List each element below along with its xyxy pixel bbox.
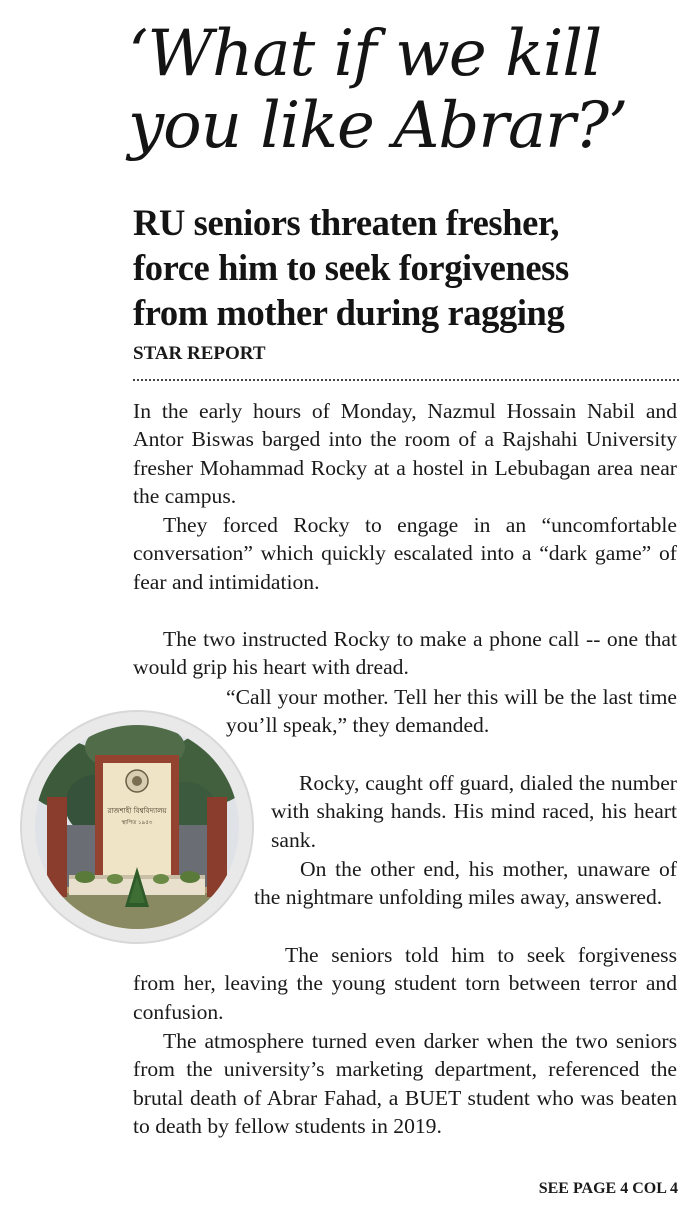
paragraph-3: The two instructed Rocky to make a phone call -- one that would grip his heart with dread. bbox=[133, 627, 677, 680]
byline: STAR REPORT bbox=[133, 343, 266, 364]
gate-sign-text-1: রাজশাহী বিশ্ববিদ্যালয় bbox=[107, 807, 167, 815]
gate-sign-text-2: স্থাপিত ১৯৫৩ bbox=[121, 820, 153, 826]
headline bbox=[128, 18, 688, 162]
dotted-divider bbox=[133, 379, 679, 381]
headline-line-2: you like Abrar?’ bbox=[128, 89, 628, 163]
paragraph-8: The atmosphere turned even darker when the two seniors from the university’s marketing department, referenced the brutal death of Abrar Fahad, a BUET student who was beaten to death by fellow students in 2019. bbox=[133, 1029, 677, 1138]
subheadline-line-3: from mother during ragging bbox=[133, 292, 565, 333]
paragraph-6: On the other end, his mother, unaware of the nightmare unfolding miles away, answered. bbox=[254, 857, 677, 910]
campus-gate-photo bbox=[22, 712, 252, 942]
paragraph-7: The seniors told him to seek forgiveness from her, leaving the young student torn between terror and confusion. bbox=[133, 943, 677, 1024]
paragraph-1: In the early hours of Monday, Nazmul Hossain Nabil and Antor Biswas barged into the room of a Rajshahi University fresher Mohammad Rocky at a hostel in Lebubagan area near the campus. bbox=[133, 399, 677, 508]
subheadline-line-1: RU seniors threaten fresher, bbox=[133, 202, 560, 243]
subheadline bbox=[133, 200, 681, 335]
paragraph-5: Rocky, caught off guard, dialed the number with shaking hands. His mind raced, his heart sank. bbox=[271, 771, 677, 852]
headline-line-1: ‘What if we kill bbox=[128, 17, 602, 91]
continuation-note: SEE PAGE 4 COL 4 bbox=[538, 1180, 678, 1197]
paragraph-2: They forced Rocky to engage in an “uncomfortable conversation” which quickly escalated into a “dark game” of fear and intimidation. bbox=[133, 513, 677, 594]
photo-image bbox=[35, 725, 239, 929]
paragraph-4: “Call your mother. Tell her this will be the last time you’ll speak,” they demanded. bbox=[226, 685, 677, 738]
subheadline-line-2: force him to seek forgiveness bbox=[133, 247, 569, 288]
gate-illustration bbox=[35, 725, 239, 929]
